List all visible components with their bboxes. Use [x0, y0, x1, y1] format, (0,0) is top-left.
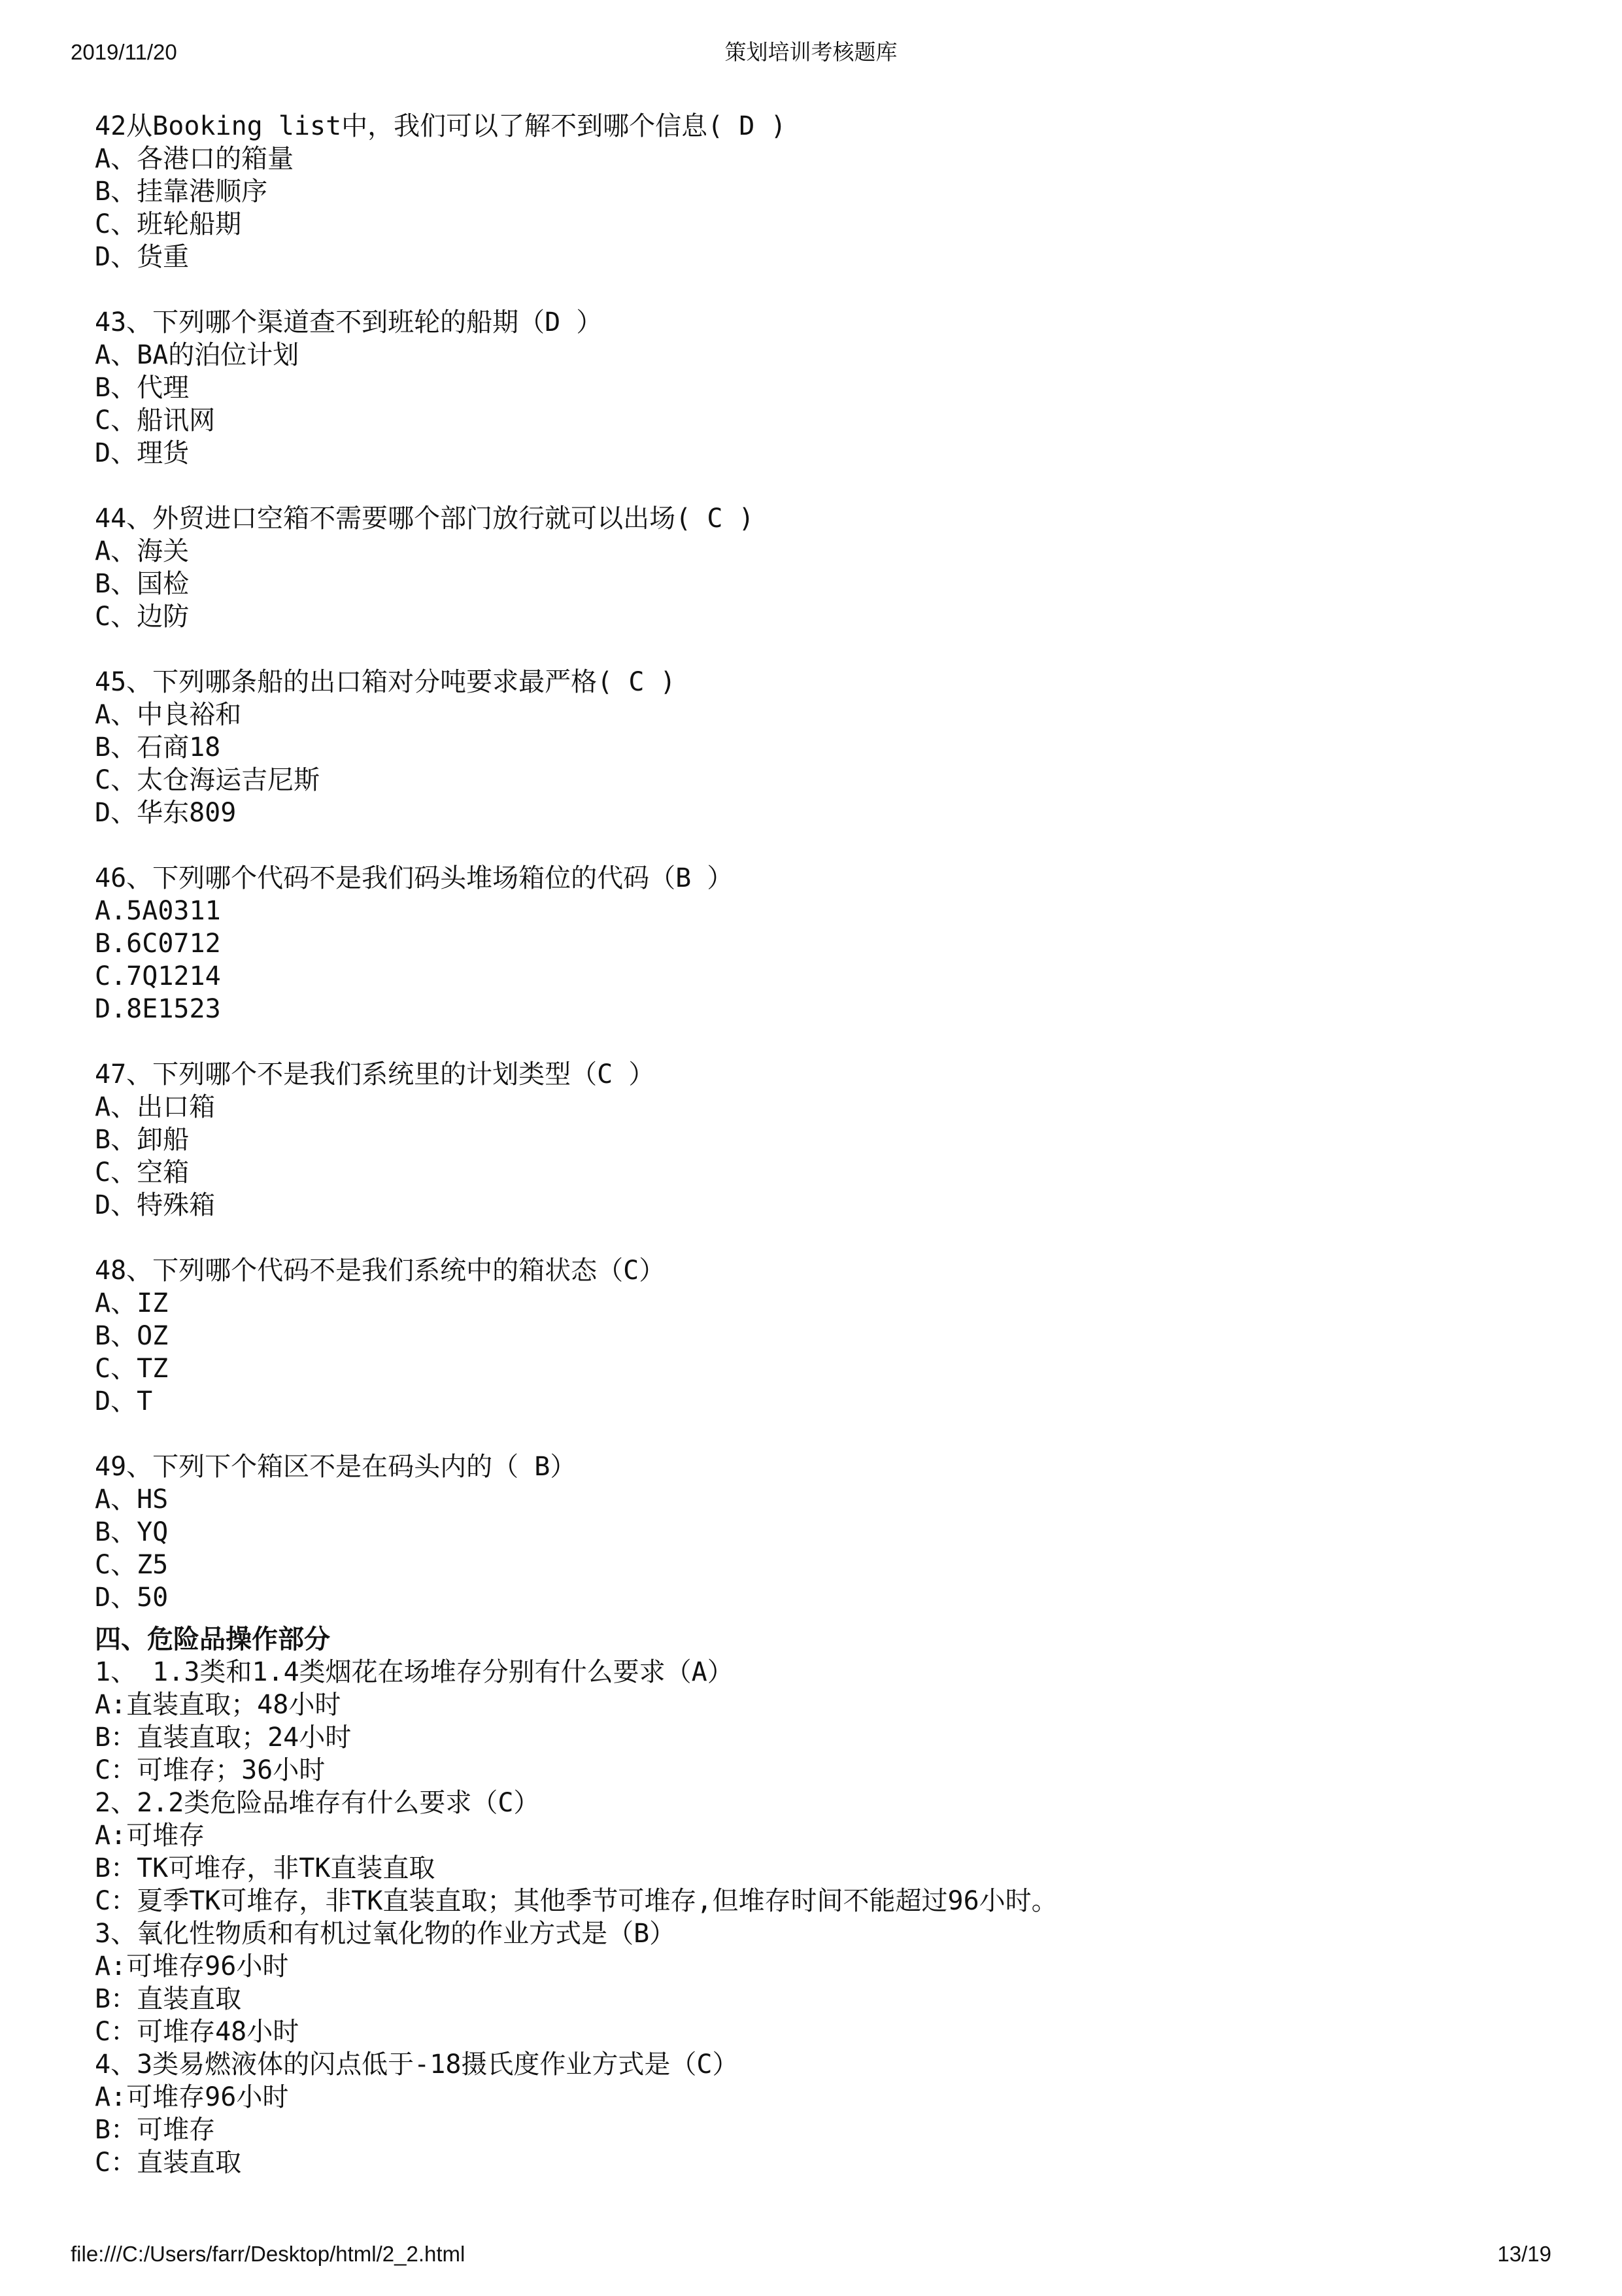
answer-option: A、HS [95, 1484, 169, 1515]
question-block [95, 110, 1566, 273]
answer-option: C.7Q1214 [95, 961, 221, 991]
document-body [95, 110, 1566, 2179]
answer-option: A、各港口的箱量 [95, 144, 294, 174]
answer-option: B：直装直取；24小时 [95, 1722, 352, 1753]
answer-option: B、YQ [95, 1517, 169, 1547]
answer-option: A.5A0311 [95, 896, 221, 926]
question-block [95, 1254, 1566, 1418]
answer-option: C、船讯网 [95, 405, 216, 436]
answer-option: A、IZ [95, 1288, 169, 1318]
answer-option: A:直装直取；48小时 [95, 1690, 341, 1720]
spacer [95, 1222, 1566, 1254]
question-block [95, 1058, 1566, 1222]
answer-option: C、TZ [95, 1354, 169, 1384]
answer-option: A:可堆存96小时 [95, 2082, 289, 2112]
question-block [95, 1787, 1566, 1917]
answer-option: B、石商18 [95, 732, 221, 762]
question-block [95, 502, 1566, 633]
question-text: 47、下列哪个不是我们系统里的计划类型（C ） [95, 1059, 655, 1089]
answer-option: C：可堆存；36小时 [95, 1755, 326, 1785]
answer-option: B、OZ [95, 1321, 169, 1351]
answer-option: A、BA的泊位计划 [95, 340, 299, 370]
question-block [95, 1656, 1566, 1787]
answer-option: C、太仓海运吉尼斯 [95, 765, 320, 795]
answer-option: C：直装直取 [95, 2148, 242, 2178]
answer-option: A:可堆存 [95, 1821, 205, 1851]
question-block [95, 862, 1566, 1025]
question-text: 3、氧化性物质和有机过氧化物的作业方式是（B） [95, 1919, 676, 1949]
answer-option: B、卸船 [95, 1125, 190, 1155]
answer-option: D、T [95, 1386, 153, 1416]
answer-option: D、特殊箱 [95, 1190, 216, 1220]
question-text: 4、3类易燃液体的闪点低于-18摄氏度作业方式是（C） [95, 2049, 739, 2080]
question-text: 49、下列下个箱区不是在码头内的（ B） [95, 1452, 577, 1482]
answer-option: A、海关 [95, 536, 190, 566]
answer-option: C、Z5 [95, 1550, 169, 1580]
spacer [95, 1025, 1566, 1058]
answer-option: C：可堆存48小时 [95, 2017, 299, 2047]
question-text: 46、下列哪个代码不是我们码头堆场箱位的代码（B ） [95, 863, 734, 893]
answer-option: A、中良裕和 [95, 700, 242, 730]
question-text: 44、外贸进口空箱不需要哪个部门放行就可以出场( C ) [95, 504, 754, 534]
question-text: 42从Booking list中，我们可以了解不到哪个信息( D ) [95, 111, 786, 141]
answer-option: B、代理 [95, 373, 190, 403]
answer-option: D.8E1523 [95, 994, 221, 1024]
answer-option: D、货重 [95, 242, 190, 272]
answer-option: A、出口箱 [95, 1092, 216, 1122]
answer-option: C、班轮船期 [95, 209, 242, 239]
question-block [95, 1917, 1566, 2048]
spacer [95, 1418, 1566, 1450]
answer-option: B：可堆存 [95, 2115, 216, 2145]
answer-option: C、边防 [95, 602, 190, 632]
answer-option: D、理货 [95, 438, 190, 468]
answer-option: B.6C0712 [95, 929, 221, 959]
spacer [95, 273, 1566, 306]
answer-option: B：TK可堆存，非TK直装直取 [95, 1853, 435, 1883]
question-text: 1、 1.3类和1.4类烟花在场堆存分别有什么要求（A） [95, 1657, 734, 1687]
question-text: 45、下列哪条船的出口箱对分吨要求最严格( C ) [95, 667, 676, 697]
answer-option: B、国检 [95, 569, 190, 599]
spacer [95, 633, 1566, 666]
answer-option: D、50 [95, 1583, 169, 1613]
question-block [95, 2048, 1566, 2179]
answer-option: B：直装直取 [95, 1984, 242, 2014]
print-date: 2019/11/20 [71, 40, 177, 64]
answer-option: D、华东809 [95, 798, 237, 828]
document-title: 策划培训考核题库 [724, 39, 898, 65]
question-text: 2、2.2类危险品堆存有什么要求（C） [95, 1788, 540, 1818]
file-path: file:///C:/Users/farr/Desktop/html/2_2.html [71, 2242, 465, 2266]
question-block [95, 306, 1566, 470]
question-text: 48、下列哪个代码不是我们系统中的箱状态（C） [95, 1256, 666, 1286]
answer-option: C：夏季TK可堆存，非TK直装直取；其他季节可堆存,但堆存时间不能超过96小时。 [95, 1886, 1058, 1916]
answer-option: B、挂靠港顺序 [95, 177, 268, 207]
spacer [95, 829, 1566, 862]
answer-option: A:可堆存96小时 [95, 1951, 289, 1981]
answer-option: C、空箱 [95, 1157, 190, 1188]
question-block [95, 666, 1566, 829]
question-text: 43、下列哪个渠道查不到班轮的船期（D ） [95, 307, 603, 337]
page-number: 13/19 [1497, 2242, 1551, 2266]
spacer [95, 470, 1566, 502]
question-block [95, 1450, 1566, 1614]
section-heading: 四、危险品操作部分 [95, 1624, 330, 1654]
